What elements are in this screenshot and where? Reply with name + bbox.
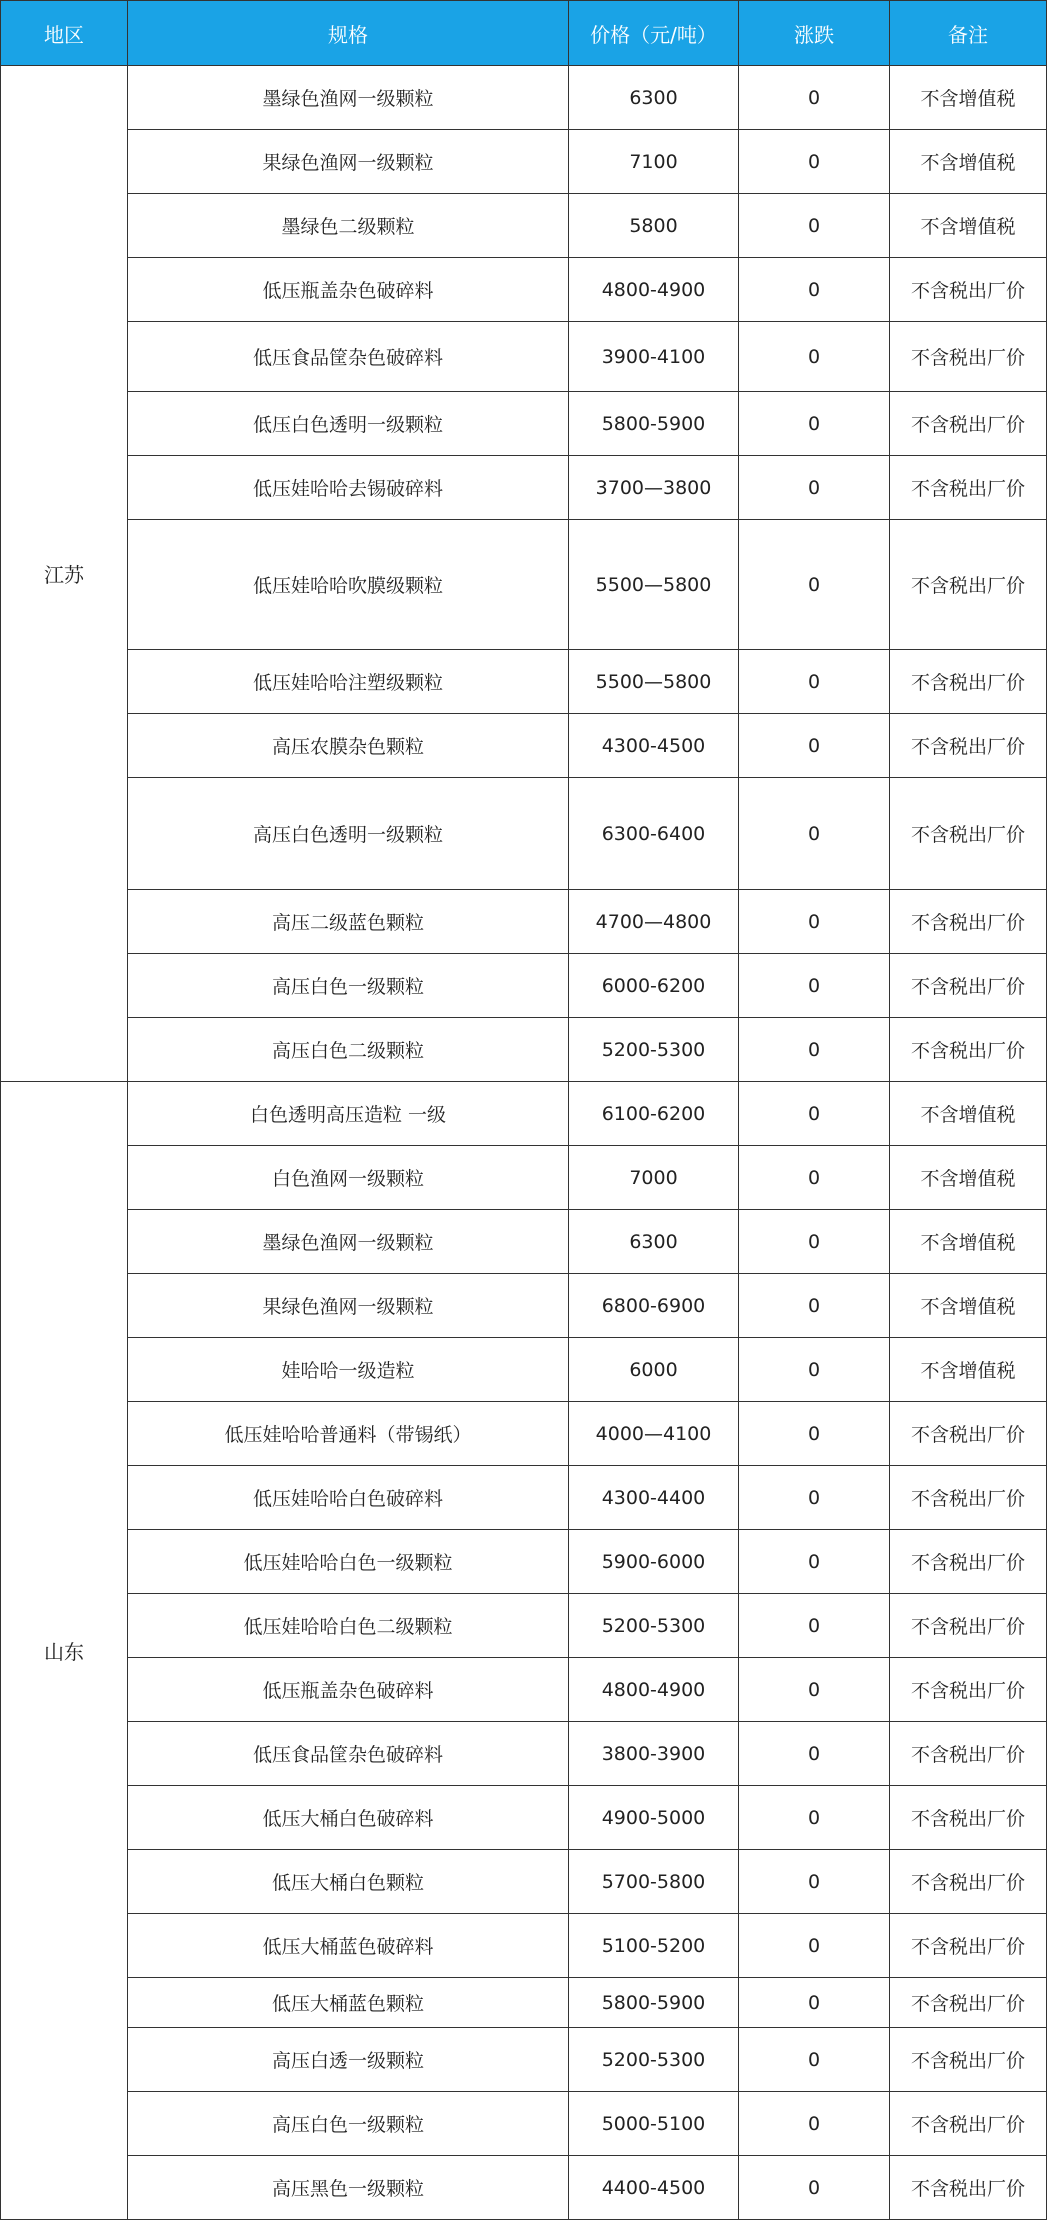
note-cell: 不含税出厂价 [890, 1402, 1047, 1466]
change-cell: 0 [739, 1146, 890, 1210]
note-cell: 不含税出厂价 [890, 2092, 1047, 2156]
note-cell: 不含税出厂价 [890, 2028, 1047, 2092]
spec-cell: 高压白色一级颗粒 [128, 954, 569, 1018]
spec-cell: 墨绿色二级颗粒 [128, 194, 569, 258]
note-cell: 不含增值税 [890, 1338, 1047, 1402]
note-cell: 不含税出厂价 [890, 258, 1047, 322]
change-cell: 0 [739, 322, 890, 392]
spec-cell: 低压娃哈哈普通料（带锡纸） [128, 1402, 569, 1466]
price-cell: 5200-5300 [569, 2028, 739, 2092]
spec-cell: 低压娃哈哈白色二级颗粒 [128, 1594, 569, 1658]
spec-cell: 低压瓶盖杂色破碎料 [128, 1658, 569, 1722]
note-cell: 不含税出厂价 [890, 1530, 1047, 1594]
spec-cell: 白色渔网一级颗粒 [128, 1146, 569, 1210]
spec-cell: 低压大桶白色颗粒 [128, 1850, 569, 1914]
price-cell: 4000—4100 [569, 1402, 739, 1466]
table-row [1, 1658, 1047, 1722]
price-cell: 4400-4500 [569, 2156, 739, 2220]
price-cell: 6000-6200 [569, 954, 739, 1018]
price-cell: 4800-4900 [569, 258, 739, 322]
change-cell: 0 [739, 714, 890, 778]
spec-cell: 低压食品筐杂色破碎料 [128, 1722, 569, 1786]
change-cell: 0 [739, 1658, 890, 1722]
change-cell: 0 [739, 194, 890, 258]
note-cell: 不含税出厂价 [890, 1914, 1047, 1978]
change-cell: 0 [739, 2028, 890, 2092]
note-cell: 不含税出厂价 [890, 520, 1047, 650]
spec-cell: 墨绿色渔网一级颗粒 [128, 1210, 569, 1274]
note-cell: 不含税出厂价 [890, 650, 1047, 714]
spec-cell: 低压娃哈哈白色破碎料 [128, 1466, 569, 1530]
price-cell: 5200-5300 [569, 1594, 739, 1658]
note-cell: 不含增值税 [890, 1082, 1047, 1146]
change-cell: 0 [739, 2156, 890, 2220]
table-row [1, 2028, 1047, 2092]
price-cell: 5000-5100 [569, 2092, 739, 2156]
spec-cell: 墨绿色渔网一级颗粒 [128, 66, 569, 130]
spec-cell: 高压黑色一级颗粒 [128, 2156, 569, 2220]
header-note: 备注 [890, 1, 1047, 66]
table-row [1, 714, 1047, 778]
table-row [1, 1338, 1047, 1402]
price-cell: 6800-6900 [569, 1274, 739, 1338]
table-row [1, 1210, 1047, 1274]
table-row [1, 1082, 1047, 1146]
table-row [1, 1274, 1047, 1338]
change-cell: 0 [739, 456, 890, 520]
table-row [1, 1722, 1047, 1786]
change-cell: 0 [739, 1082, 890, 1146]
change-cell: 0 [739, 392, 890, 456]
spec-cell: 果绿色渔网一级颗粒 [128, 130, 569, 194]
price-cell: 6300-6400 [569, 778, 739, 890]
table-row [1, 258, 1047, 322]
price-cell: 5900-6000 [569, 1530, 739, 1594]
price-cell: 6100-6200 [569, 1082, 739, 1146]
spec-cell: 低压瓶盖杂色破碎料 [128, 258, 569, 322]
table-row [1, 2092, 1047, 2156]
change-cell: 0 [739, 1338, 890, 1402]
table-row [1, 520, 1047, 650]
price-cell: 6300 [569, 66, 739, 130]
price-cell: 4900-5000 [569, 1786, 739, 1850]
table-row [1, 456, 1047, 520]
spec-cell: 高压白透一级颗粒 [128, 2028, 569, 2092]
spec-cell: 高压白色透明一级颗粒 [128, 778, 569, 890]
header-region: 地区 [1, 1, 128, 66]
price-cell: 5800-5900 [569, 392, 739, 456]
table-row [1, 1786, 1047, 1850]
table-row [1, 890, 1047, 954]
note-cell: 不含税出厂价 [890, 1594, 1047, 1658]
note-cell: 不含增值税 [890, 1210, 1047, 1274]
spec-cell: 低压娃哈哈白色一级颗粒 [128, 1530, 569, 1594]
change-cell: 0 [739, 66, 890, 130]
spec-cell: 果绿色渔网一级颗粒 [128, 1274, 569, 1338]
change-cell: 0 [739, 1594, 890, 1658]
note-cell: 不含税出厂价 [890, 1466, 1047, 1530]
spec-cell: 高压白色二级颗粒 [128, 1018, 569, 1082]
change-cell: 0 [739, 1402, 890, 1466]
change-cell: 0 [739, 1530, 890, 1594]
price-cell: 5800 [569, 194, 739, 258]
table-row [1, 392, 1047, 456]
price-cell: 3800-3900 [569, 1722, 739, 1786]
region-cell: 江苏 [1, 66, 128, 1082]
table-row [1, 1978, 1047, 2028]
change-cell: 0 [739, 1210, 890, 1274]
table-row [1, 130, 1047, 194]
spec-cell: 低压娃哈哈注塑级颗粒 [128, 650, 569, 714]
table-row [1, 1018, 1047, 1082]
note-cell: 不含税出厂价 [890, 778, 1047, 890]
price-cell: 6000 [569, 1338, 739, 1402]
price-cell: 5700-5800 [569, 1850, 739, 1914]
price-cell: 5500—5800 [569, 520, 739, 650]
change-cell: 0 [739, 954, 890, 1018]
note-cell: 不含税出厂价 [890, 456, 1047, 520]
change-cell: 0 [739, 1466, 890, 1530]
table-row [1, 650, 1047, 714]
spec-cell: 低压大桶蓝色破碎料 [128, 1914, 569, 1978]
price-cell: 7100 [569, 130, 739, 194]
note-cell: 不含税出厂价 [890, 2156, 1047, 2220]
change-cell: 0 [739, 1786, 890, 1850]
note-cell: 不含增值税 [890, 1146, 1047, 1210]
note-cell: 不含税出厂价 [890, 714, 1047, 778]
spec-cell: 低压娃哈哈吹膜级颗粒 [128, 520, 569, 650]
change-cell: 0 [739, 520, 890, 650]
change-cell: 0 [739, 130, 890, 194]
table-row [1, 66, 1047, 130]
spec-cell: 高压二级蓝色颗粒 [128, 890, 569, 954]
table-row [1, 1402, 1047, 1466]
note-cell: 不含增值税 [890, 66, 1047, 130]
spec-cell: 低压食品筐杂色破碎料 [128, 322, 569, 392]
change-cell: 0 [739, 1850, 890, 1914]
price-cell: 4800-4900 [569, 1658, 739, 1722]
table-row [1, 194, 1047, 258]
note-cell: 不含税出厂价 [890, 1722, 1047, 1786]
price-cell: 5800-5900 [569, 1978, 739, 2028]
price-cell: 6300 [569, 1210, 739, 1274]
price-cell: 5100-5200 [569, 1914, 739, 1978]
header-row [1, 1, 1047, 66]
spec-cell: 低压娃哈哈去锡破碎料 [128, 456, 569, 520]
table-row [1, 954, 1047, 1018]
spec-cell: 高压白色一级颗粒 [128, 2092, 569, 2156]
change-cell: 0 [739, 650, 890, 714]
spec-cell: 低压白色透明一级颗粒 [128, 392, 569, 456]
price-cell: 3700—3800 [569, 456, 739, 520]
change-cell: 0 [739, 1018, 890, 1082]
note-cell: 不含税出厂价 [890, 1978, 1047, 2028]
spec-cell: 高压农膜杂色颗粒 [128, 714, 569, 778]
note-cell: 不含税出厂价 [890, 1658, 1047, 1722]
table-row [1, 322, 1047, 392]
price-cell: 7000 [569, 1146, 739, 1210]
table-row [1, 1914, 1047, 1978]
change-cell: 0 [739, 1274, 890, 1338]
table-row [1, 1850, 1047, 1914]
spec-cell: 白色透明高压造粒 一级 [128, 1082, 569, 1146]
region-cell: 山东 [1, 1082, 128, 2220]
price-cell: 4300-4500 [569, 714, 739, 778]
note-cell: 不含税出厂价 [890, 890, 1047, 954]
price-cell: 4300-4400 [569, 1466, 739, 1530]
price-cell: 3900-4100 [569, 322, 739, 392]
header-change: 涨跌 [739, 1, 890, 66]
table-row [1, 2156, 1047, 2220]
change-cell: 0 [739, 1722, 890, 1786]
note-cell: 不含增值税 [890, 194, 1047, 258]
change-cell: 0 [739, 2092, 890, 2156]
price-cell: 4700—4800 [569, 890, 739, 954]
note-cell: 不含增值税 [890, 1274, 1047, 1338]
price-cell: 5500—5800 [569, 650, 739, 714]
note-cell: 不含税出厂价 [890, 954, 1047, 1018]
change-cell: 0 [739, 778, 890, 890]
header-price: 价格（元/吨） [569, 1, 739, 66]
note-cell: 不含税出厂价 [890, 392, 1047, 456]
spec-cell: 低压大桶蓝色颗粒 [128, 1978, 569, 2028]
table-row [1, 778, 1047, 890]
table-body [1, 66, 1047, 2220]
note-cell: 不含增值税 [890, 130, 1047, 194]
header-spec: 规格 [128, 1, 569, 66]
table-row [1, 1466, 1047, 1530]
note-cell: 不含税出厂价 [890, 1018, 1047, 1082]
spec-cell: 低压大桶白色破碎料 [128, 1786, 569, 1850]
table-row [1, 1594, 1047, 1658]
table-row [1, 1146, 1047, 1210]
change-cell: 0 [739, 890, 890, 954]
change-cell: 0 [739, 1978, 890, 2028]
change-cell: 0 [739, 258, 890, 322]
note-cell: 不含税出厂价 [890, 1786, 1047, 1850]
spec-cell: 娃哈哈一级造粒 [128, 1338, 569, 1402]
note-cell: 不含税出厂价 [890, 322, 1047, 392]
note-cell: 不含税出厂价 [890, 1850, 1047, 1914]
price-cell: 5200-5300 [569, 1018, 739, 1082]
change-cell: 0 [739, 1914, 890, 1978]
table-row [1, 1530, 1047, 1594]
